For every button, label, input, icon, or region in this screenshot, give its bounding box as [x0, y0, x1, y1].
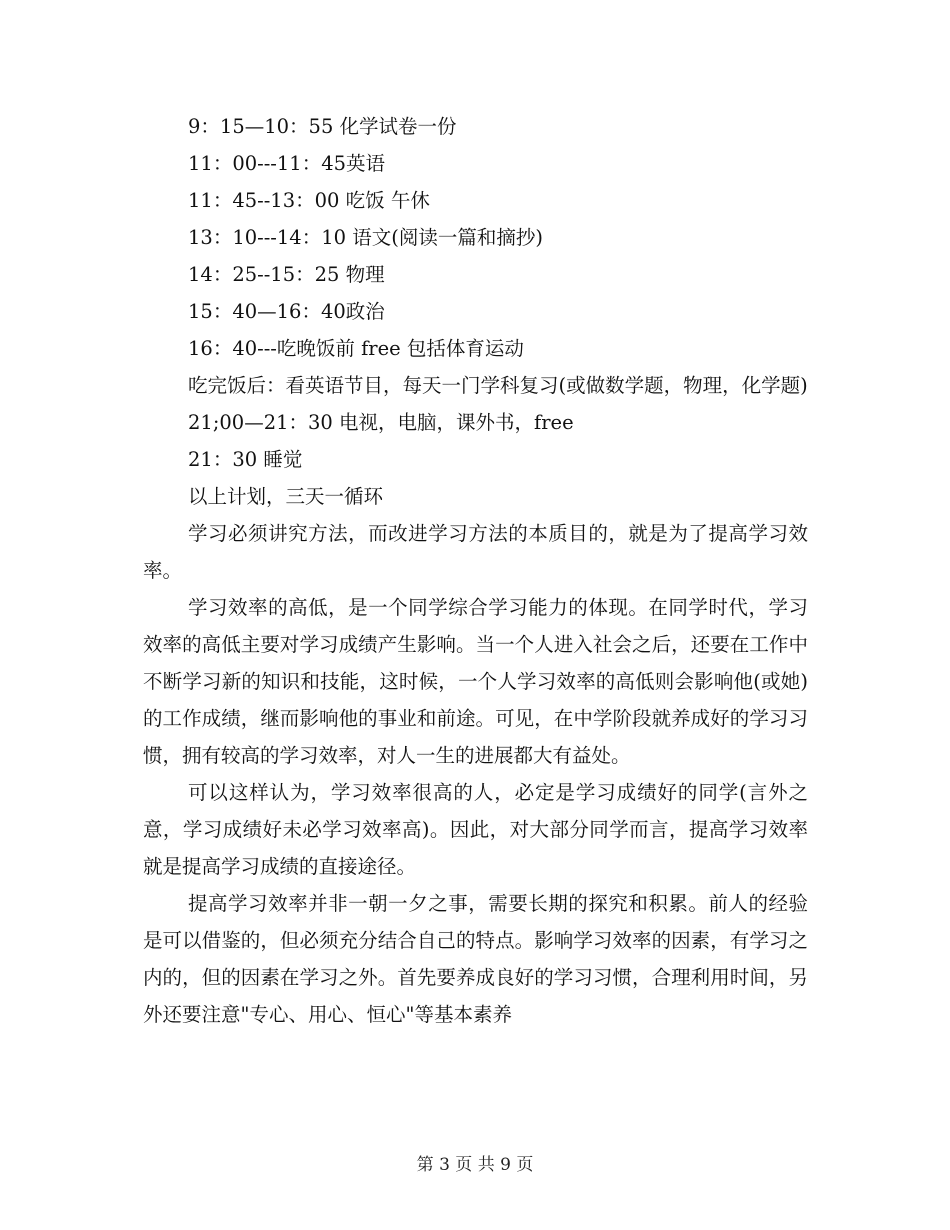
document-body	[143, 108, 808, 1033]
paragraph: 学习效率的高低，是一个同学综合学习能力的体现。在同学时代，学习效率的高低主要对学习成绩产生影响。当一个人进入社会之后，还要在工作中不断学习新的知识和技能，这时候，一个人学习效率的高低则会影响他(或她)的工作成绩，继而影响他的事业和前途。可见，在中学阶段就养成好的学习习惯，拥有较高的学习效率，对人一生的进展都大有益处。	[143, 596, 808, 767]
paragraph: 学习必须讲究方法，而改进学习方法的本质目的，就是为了提高学习效率。	[143, 522, 808, 582]
paragraph: 提高学习效率并非一朝一夕之事，需要长期的探究和积累。前人的经验是可以借鉴的，但必须充分结合自己的特点。影响学习效率的因素，有学习之内的，但的因素在学习之外。首先要养成良好的学习习惯，合理利用时间，另外还要注意"专心、用心、恒心"等基本素养	[143, 892, 808, 1026]
after-dinner-plan: 吃完饭后：看英语节目，每天一门学科复习(或做数学题，物理，化学题)	[188, 374, 808, 397]
schedule-item: 11：45--13：00 吃饭 午休	[188, 189, 430, 212]
schedule-note: 以上计划，三天一循环	[188, 485, 384, 508]
schedule-item: 21：30 睡觉	[188, 448, 303, 471]
schedule-item: 13：10---14：10 语文(阅读一篇和摘抄)	[188, 226, 543, 249]
schedule-item: 11：00---11：45英语	[188, 152, 386, 175]
schedule-item: 21;00—21：30 电视，电脑，课外书，free	[188, 411, 574, 434]
page-footer: 第 3 页 共 9 页	[416, 1155, 534, 1175]
schedule-item: 9：15—10：55 化学试卷一份	[188, 115, 457, 138]
schedule-item: 15：40—16：40政治	[188, 300, 385, 323]
schedule-item: 16：40---吃晚饭前 free 包括体育运动	[188, 337, 524, 360]
schedule-item: 14：25--15：25 物理	[188, 263, 385, 286]
paragraph: 可以这样认为，学习效率很高的人，必定是学习成绩好的同学(言外之意，学习成绩好未必学习效率高)。因此，对大部分同学而言，提高学习效率就是提高学习成绩的直接途径。	[143, 781, 808, 878]
